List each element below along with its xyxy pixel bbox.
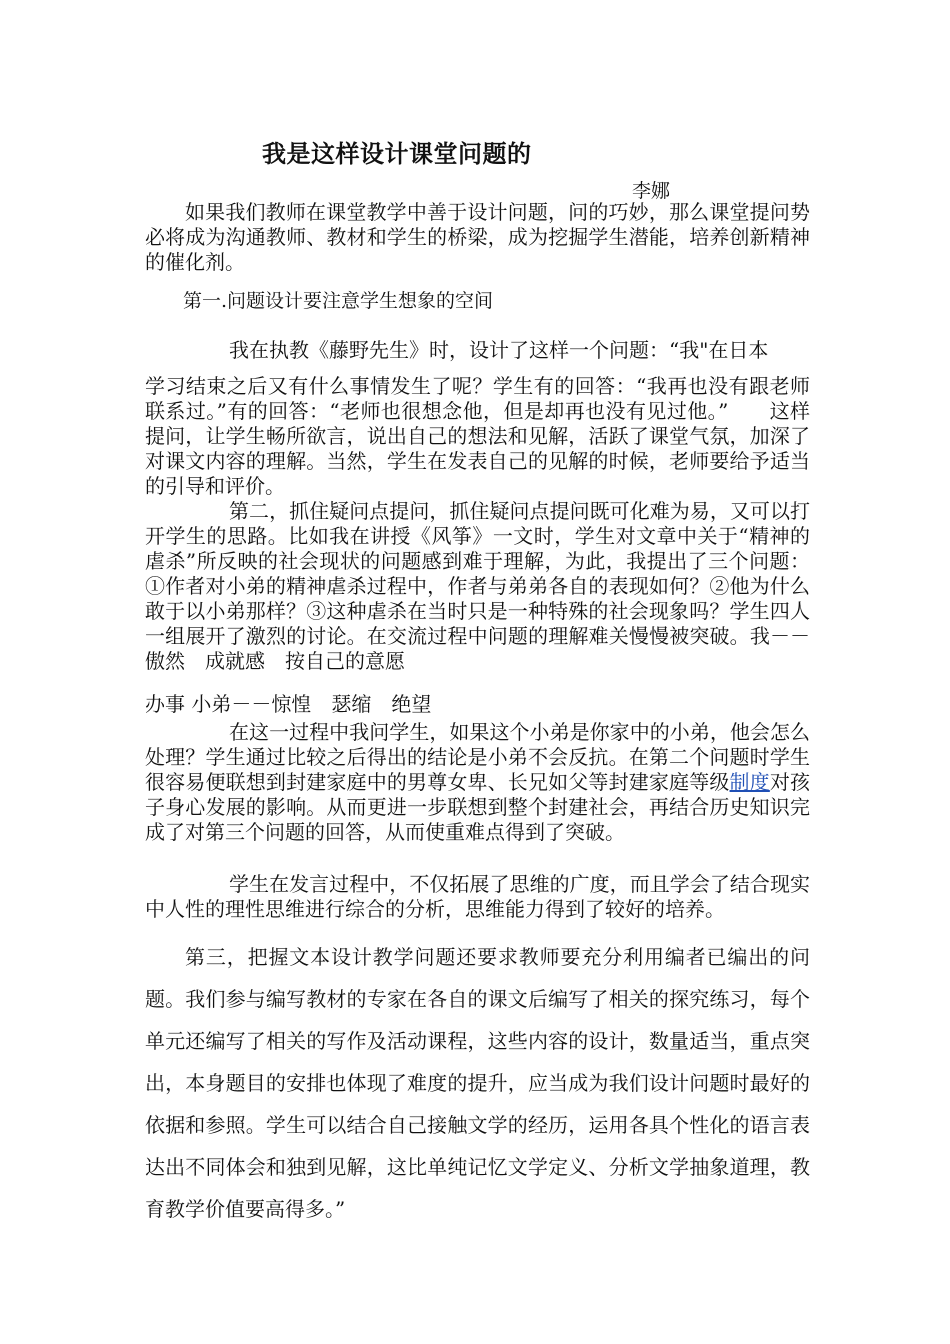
section-2-paragraph: 第二，抓住疑问点提问，抓住疑问点提问既可化难为易，又可以打开学生的思路。比如我在讲授《风筝》一文时，学生对文章中关于“精神的虐杀”所反映的社会现状的问题感到难于理解，为此，我提出了三个问题：①作者对小弟的精神虐杀过程中，作者与弟弟各自的表现如何？②他为什么敢于以小弟那样？③这种虐杀在当时只是一种特殊的社会现象吗？学生四人一组展开了激烈的讨论。在交流过程中问题的理解难关慢慢被突破。我－－傲然 成就感 按自己的意愿 [145, 499, 810, 673]
document-title: 我是这样设计课堂问题的 [262, 139, 532, 168]
process-paragraph-text-1: 在这一过程中我问学生，如果这个小弟是你家中的小弟，他会怎么处理？学生通过比较之后得出的结论是小弟不会反抗。在第二个问题时学生很容易便联想到封建家庭中的男尊女卑、长兄如父等封建家庭等级 [145, 720, 810, 794]
process-paragraph [145, 720, 810, 845]
section-1-paragraph: 学习结束之后又有什么事情发生了呢？学生有的回答：“我再也没有跟老师联系过。”有的回答：“老师也很想念他，但是却再也没有见过他。” 这样提问，让学生畅所欲言，说出自己的想法和见解，活跃了课堂气氛，加深了对课文内容的理解。当然，学生在发表自己的见解的时候，老师要给予适当的引导和评价。 [145, 374, 810, 498]
system-link[interactable]: 制度 [729, 770, 770, 794]
process-paragraph-text-2: 对孩子身心发展的影响。从而更进一步联想到整个封建社会，再结合历史知识完成了对第三个问题的回答，从而使重难点得到了突破。 [145, 770, 810, 844]
section-2-tail-line: 办事 小弟－－惊惶 瑟缩 绝望 [145, 692, 432, 716]
intro-paragraph: 如果我们教师在课堂教学中善于设计问题，问的巧妙，那么课堂提问势必将成为沟通教师、教材和学生的桥梁，成为挖掘学生潜能，培养创新精神的催化剂。 [145, 200, 810, 274]
section-1-heading: 第一.问题设计要注意学生想象的空间 [183, 290, 494, 312]
section-3-paragraph: 第三，把握文本设计教学问题还要求教师要充分利用编者已编出的问题。我们参与编写教材的专家在各自的课文后编写了相关的探究练习，每个单元还编写了相关的写作及活动课程，这些内容的设计，数量适当，重点突出，本身题目的安排也体现了难度的提升，应当成为我们设计问题时最好的依据和参照。学生可以结合自己接触文学的经历，运用各具个性化的语言表达出不同体会和独到见解，这比单纯记忆文学定义、分析文学抽象道理，教育教学价值要高得多。” [145, 945, 810, 1221]
speech-paragraph: 学生在发言过程中，不仅拓展了思维的广度，而且学会了结合现实中人性的理性思维进行综合的分析，思维能力得到了较好的培养。 [145, 872, 810, 921]
section-1-lead-line: 我在执教《藤野先生》时，设计了这样一个问题：“我"在日本 [229, 338, 769, 362]
author-name: 李娜 [632, 180, 671, 202]
